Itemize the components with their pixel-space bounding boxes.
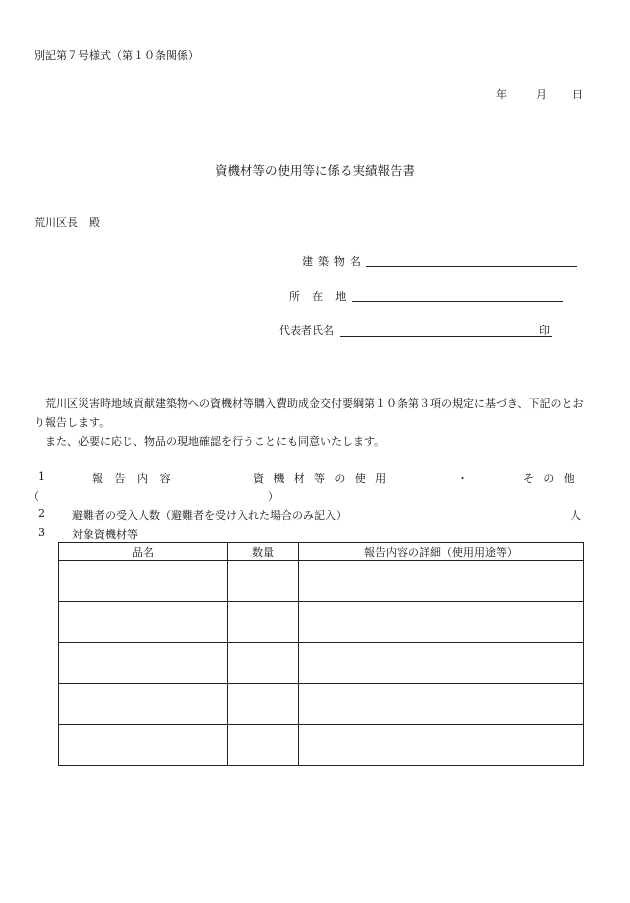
table-row bbox=[59, 602, 584, 643]
date-month: 月 bbox=[536, 88, 547, 101]
item1-option-equipment-use[interactable]: 資機材等の使用 bbox=[253, 472, 396, 485]
header-details: 報告内容の詳細（使用用途等） bbox=[299, 543, 584, 561]
item1-option-other[interactable]: その他 bbox=[523, 472, 585, 485]
item1-paren-close: ） bbox=[268, 490, 279, 503]
item1-label: 報告内容 bbox=[92, 472, 183, 485]
cell-item-name[interactable] bbox=[59, 725, 228, 766]
table-row bbox=[59, 643, 584, 684]
document-title: 資機材等の使用等に係る実績報告書 bbox=[214, 163, 415, 178]
item3-number: 3 bbox=[38, 526, 45, 539]
item2-number: 2 bbox=[38, 507, 45, 520]
body-paragraph-2: また、必要に応じ、物品の現地確認を行うことにも同意いたします。 bbox=[45, 435, 386, 448]
representative-underline bbox=[340, 336, 552, 337]
cell-quantity[interactable] bbox=[228, 684, 299, 725]
body-paragraph-1: 荒川区災害時地域貢献建築物への資機材等購入費助成金交付要綱第１０条第３項の規定に基づき、下記のとおり報告します。 bbox=[34, 397, 584, 429]
date-year: 年 bbox=[496, 88, 507, 101]
cell-item-name[interactable] bbox=[59, 561, 228, 602]
table-header-row bbox=[59, 543, 584, 561]
table-row bbox=[59, 561, 584, 602]
cell-quantity[interactable] bbox=[228, 643, 299, 684]
building-name-label: 建築物名 bbox=[302, 255, 366, 268]
cell-quantity[interactable] bbox=[228, 561, 299, 602]
location-label: 所在地 bbox=[289, 290, 359, 303]
equipment-table bbox=[58, 542, 584, 766]
table-row bbox=[59, 725, 584, 766]
cell-quantity[interactable] bbox=[228, 602, 299, 643]
table-row bbox=[59, 684, 584, 725]
cell-details[interactable] bbox=[299, 602, 584, 643]
representative-label: 代表者氏名 bbox=[279, 324, 334, 337]
location-underline bbox=[352, 301, 563, 302]
item2-unit: 人 bbox=[570, 509, 581, 522]
cell-details[interactable] bbox=[299, 561, 584, 602]
form-number: 別記第７号様式（第１０条関係） bbox=[34, 49, 199, 62]
cell-details[interactable] bbox=[299, 643, 584, 684]
item1-number: 1 bbox=[38, 470, 45, 483]
item2-label: 避難者の受入人数（避難者を受け入れた場合のみ記入） bbox=[72, 509, 347, 522]
cell-details[interactable] bbox=[299, 684, 584, 725]
item3-label: 対象資機材等 bbox=[72, 528, 138, 541]
seal-mark: 印 bbox=[539, 324, 550, 337]
header-quantity: 数量 bbox=[228, 543, 299, 561]
building-name-underline bbox=[366, 266, 577, 267]
addressee: 荒川区長 殿 bbox=[34, 216, 100, 229]
item1-separator: ・ bbox=[457, 472, 468, 485]
header-item-name: 品名 bbox=[59, 543, 228, 561]
cell-item-name[interactable] bbox=[59, 602, 228, 643]
cell-item-name[interactable] bbox=[59, 684, 228, 725]
cell-details[interactable] bbox=[299, 725, 584, 766]
cell-quantity[interactable] bbox=[228, 725, 299, 766]
item1-paren-open: （ bbox=[28, 490, 39, 503]
body-text bbox=[34, 394, 594, 451]
date-day: 日 bbox=[572, 88, 583, 101]
cell-item-name[interactable] bbox=[59, 643, 228, 684]
